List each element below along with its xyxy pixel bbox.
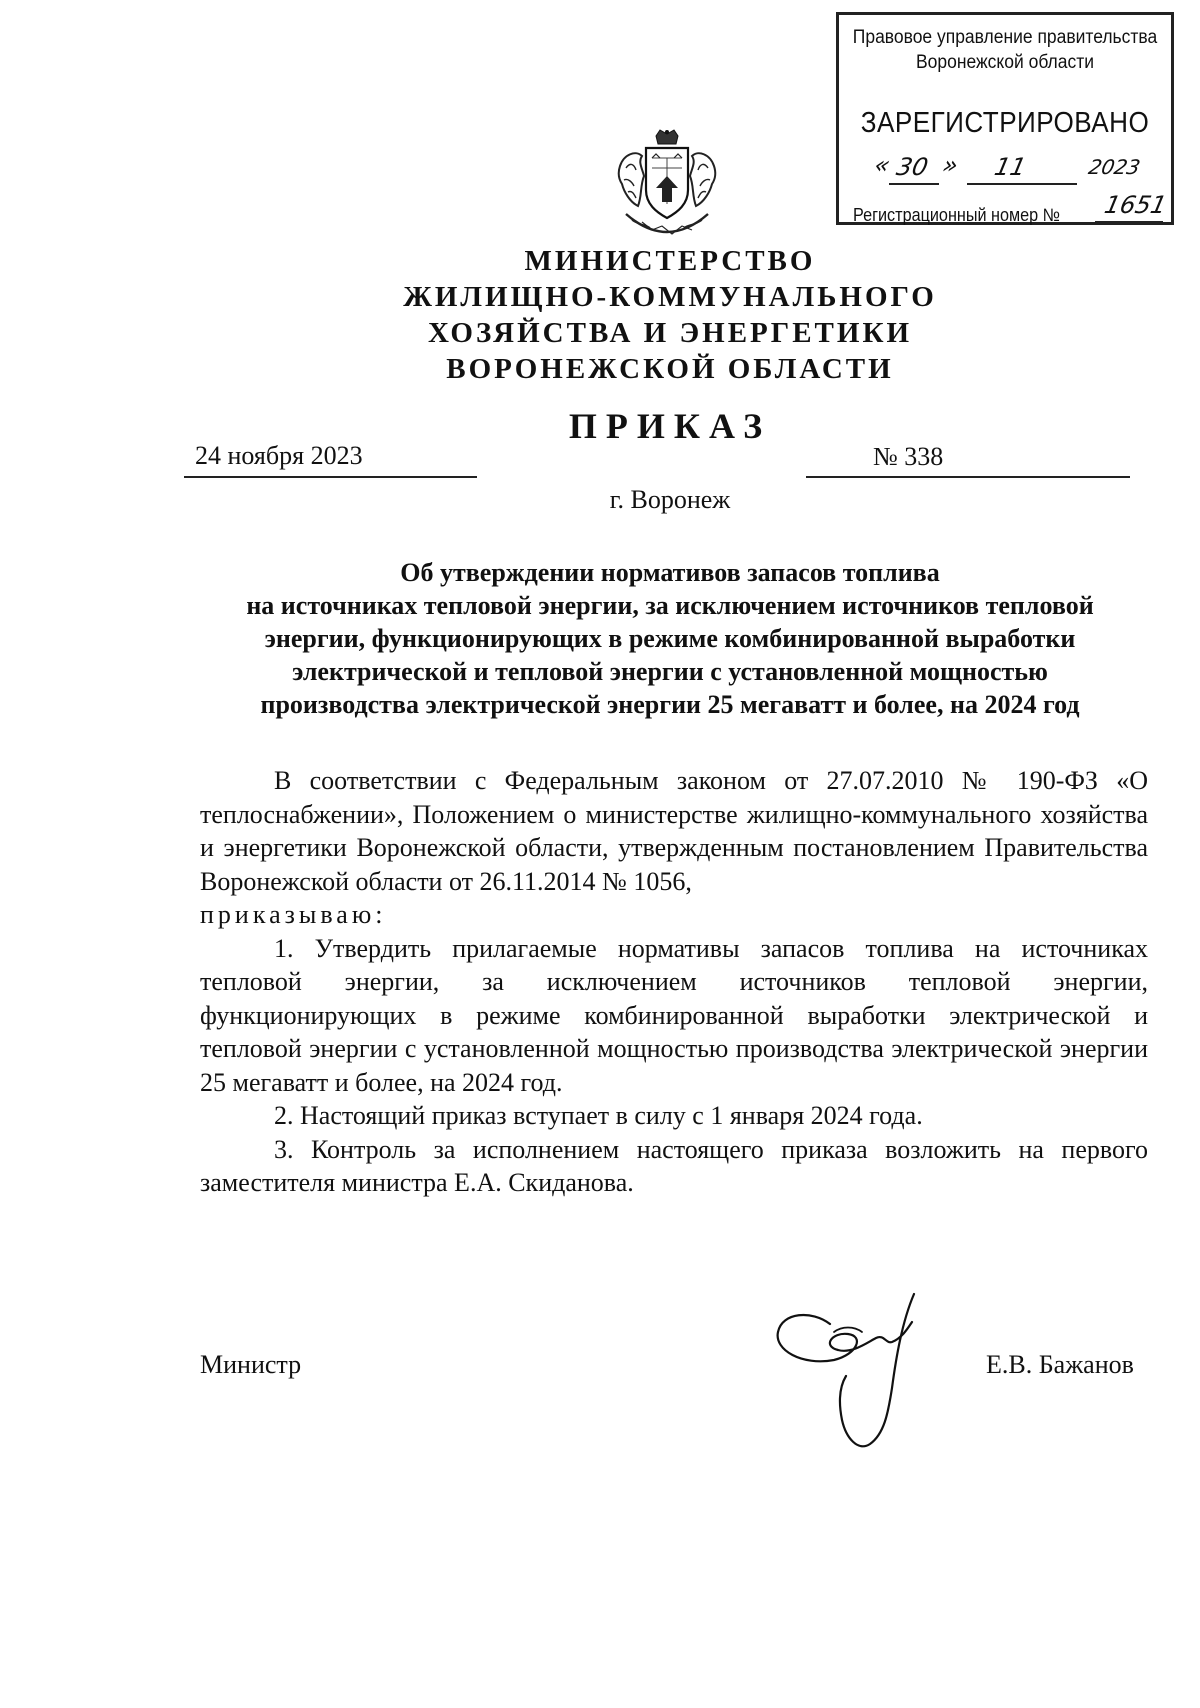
stamp-month-line bbox=[967, 183, 1077, 185]
stamp-status: ЗАРЕГИСТРИРОВАНО bbox=[860, 107, 1150, 139]
signer-title: Министр bbox=[200, 1350, 302, 1379]
stamp-reg-number-text: 1651 bbox=[1102, 191, 1170, 219]
signer-name: Е.В. Бажанов bbox=[986, 1350, 1134, 1379]
ministry-line-2: ЖИЛИЩНО-КОММУНАЛЬНОГО bbox=[403, 281, 937, 313]
document-type: ПРИКАЗ bbox=[568, 406, 772, 446]
ministry-line-1: МИНИСТЕРСТВО bbox=[524, 245, 816, 277]
order-verb: приказываю: bbox=[200, 900, 387, 929]
stamp-date bbox=[872, 151, 1155, 187]
title-line-2: на источниках тепловой энергии, за исключением источников тепловой bbox=[246, 591, 1094, 620]
ministry-name bbox=[260, 243, 1080, 387]
handwritten-signature bbox=[772, 1288, 972, 1458]
order-date-line bbox=[184, 476, 477, 478]
stamp-quote-open: « bbox=[872, 151, 893, 179]
stamp-org-line-2: Воронежской области bbox=[915, 52, 1094, 73]
order-date: 24 ноября 2023 bbox=[195, 441, 363, 470]
preamble-paragraph: В соответствии с Федеральным законом от 27.07.2010 № 190-ФЗ «О теплоснабжении», Положением о министерстве жилищно-коммунального хозяйства и энергетики Воронежской области, утвержденным постановлением Правительства Воронежской области от 26.11.2014 № 1056, bbox=[200, 766, 1148, 896]
stamp-day-line bbox=[889, 183, 939, 185]
order-title bbox=[170, 556, 1170, 721]
order-item-2: 2. Настоящий приказ вступает в силу с 1 января 2024 года. bbox=[274, 1101, 923, 1130]
registration-stamp bbox=[836, 12, 1174, 225]
stamp-organization bbox=[852, 25, 1157, 75]
order-body bbox=[200, 764, 1148, 1200]
stamp-reg-line bbox=[1095, 221, 1163, 223]
stamp-quote-close: » bbox=[940, 151, 961, 179]
ministry-line-3: ХОЗЯЙСТВА И ЭНЕРГЕТИКИ bbox=[427, 317, 913, 349]
order-item-1: 1. Утвердить прилагаемые нормативы запасов топлива на источниках тепловой энергии, за исключением источников тепловой энергии, функционирующих в режиме комбинированной выработки электрической и тепловой энергии с установленной мощностью производства электрической энергии 25 мегаватт и более, на 2024 год. bbox=[200, 933, 1148, 1097]
stamp-date-day: 30 bbox=[894, 153, 931, 181]
stamp-org-line-1: Правовое управление правительства bbox=[852, 27, 1158, 48]
title-line-1: Об утверждении нормативов запасов топлива bbox=[400, 558, 940, 587]
stamp-date-year: 2023 bbox=[1086, 155, 1143, 179]
order-number: № 338 bbox=[873, 442, 944, 471]
order-item-3: 3. Контроль за исполнением настоящего приказа возложить на первого заместителя министра Е.А. Скиданова. bbox=[200, 1134, 1148, 1197]
title-line-5: производства электрической энергии 25 мегаватт и более, на 2024 год bbox=[260, 690, 1080, 719]
order-city: г. Воронеж bbox=[609, 485, 731, 514]
coat-of-arms-icon bbox=[612, 128, 722, 240]
stamp-reg-label: Регистрационный номер № bbox=[853, 205, 1061, 225]
title-line-4: электрической и тепловой энергии с установленной мощностью bbox=[292, 657, 1048, 686]
stamp-reg-number bbox=[1101, 191, 1170, 221]
ministry-line-4: ВОРОНЕЖСКОЙ ОБЛАСТИ bbox=[446, 353, 894, 385]
order-number-line bbox=[806, 476, 1130, 478]
stamp-date-month: 11 bbox=[992, 153, 1029, 181]
title-line-3: энергии, функционирующих в режиме комбинированной выработки bbox=[264, 624, 1076, 653]
